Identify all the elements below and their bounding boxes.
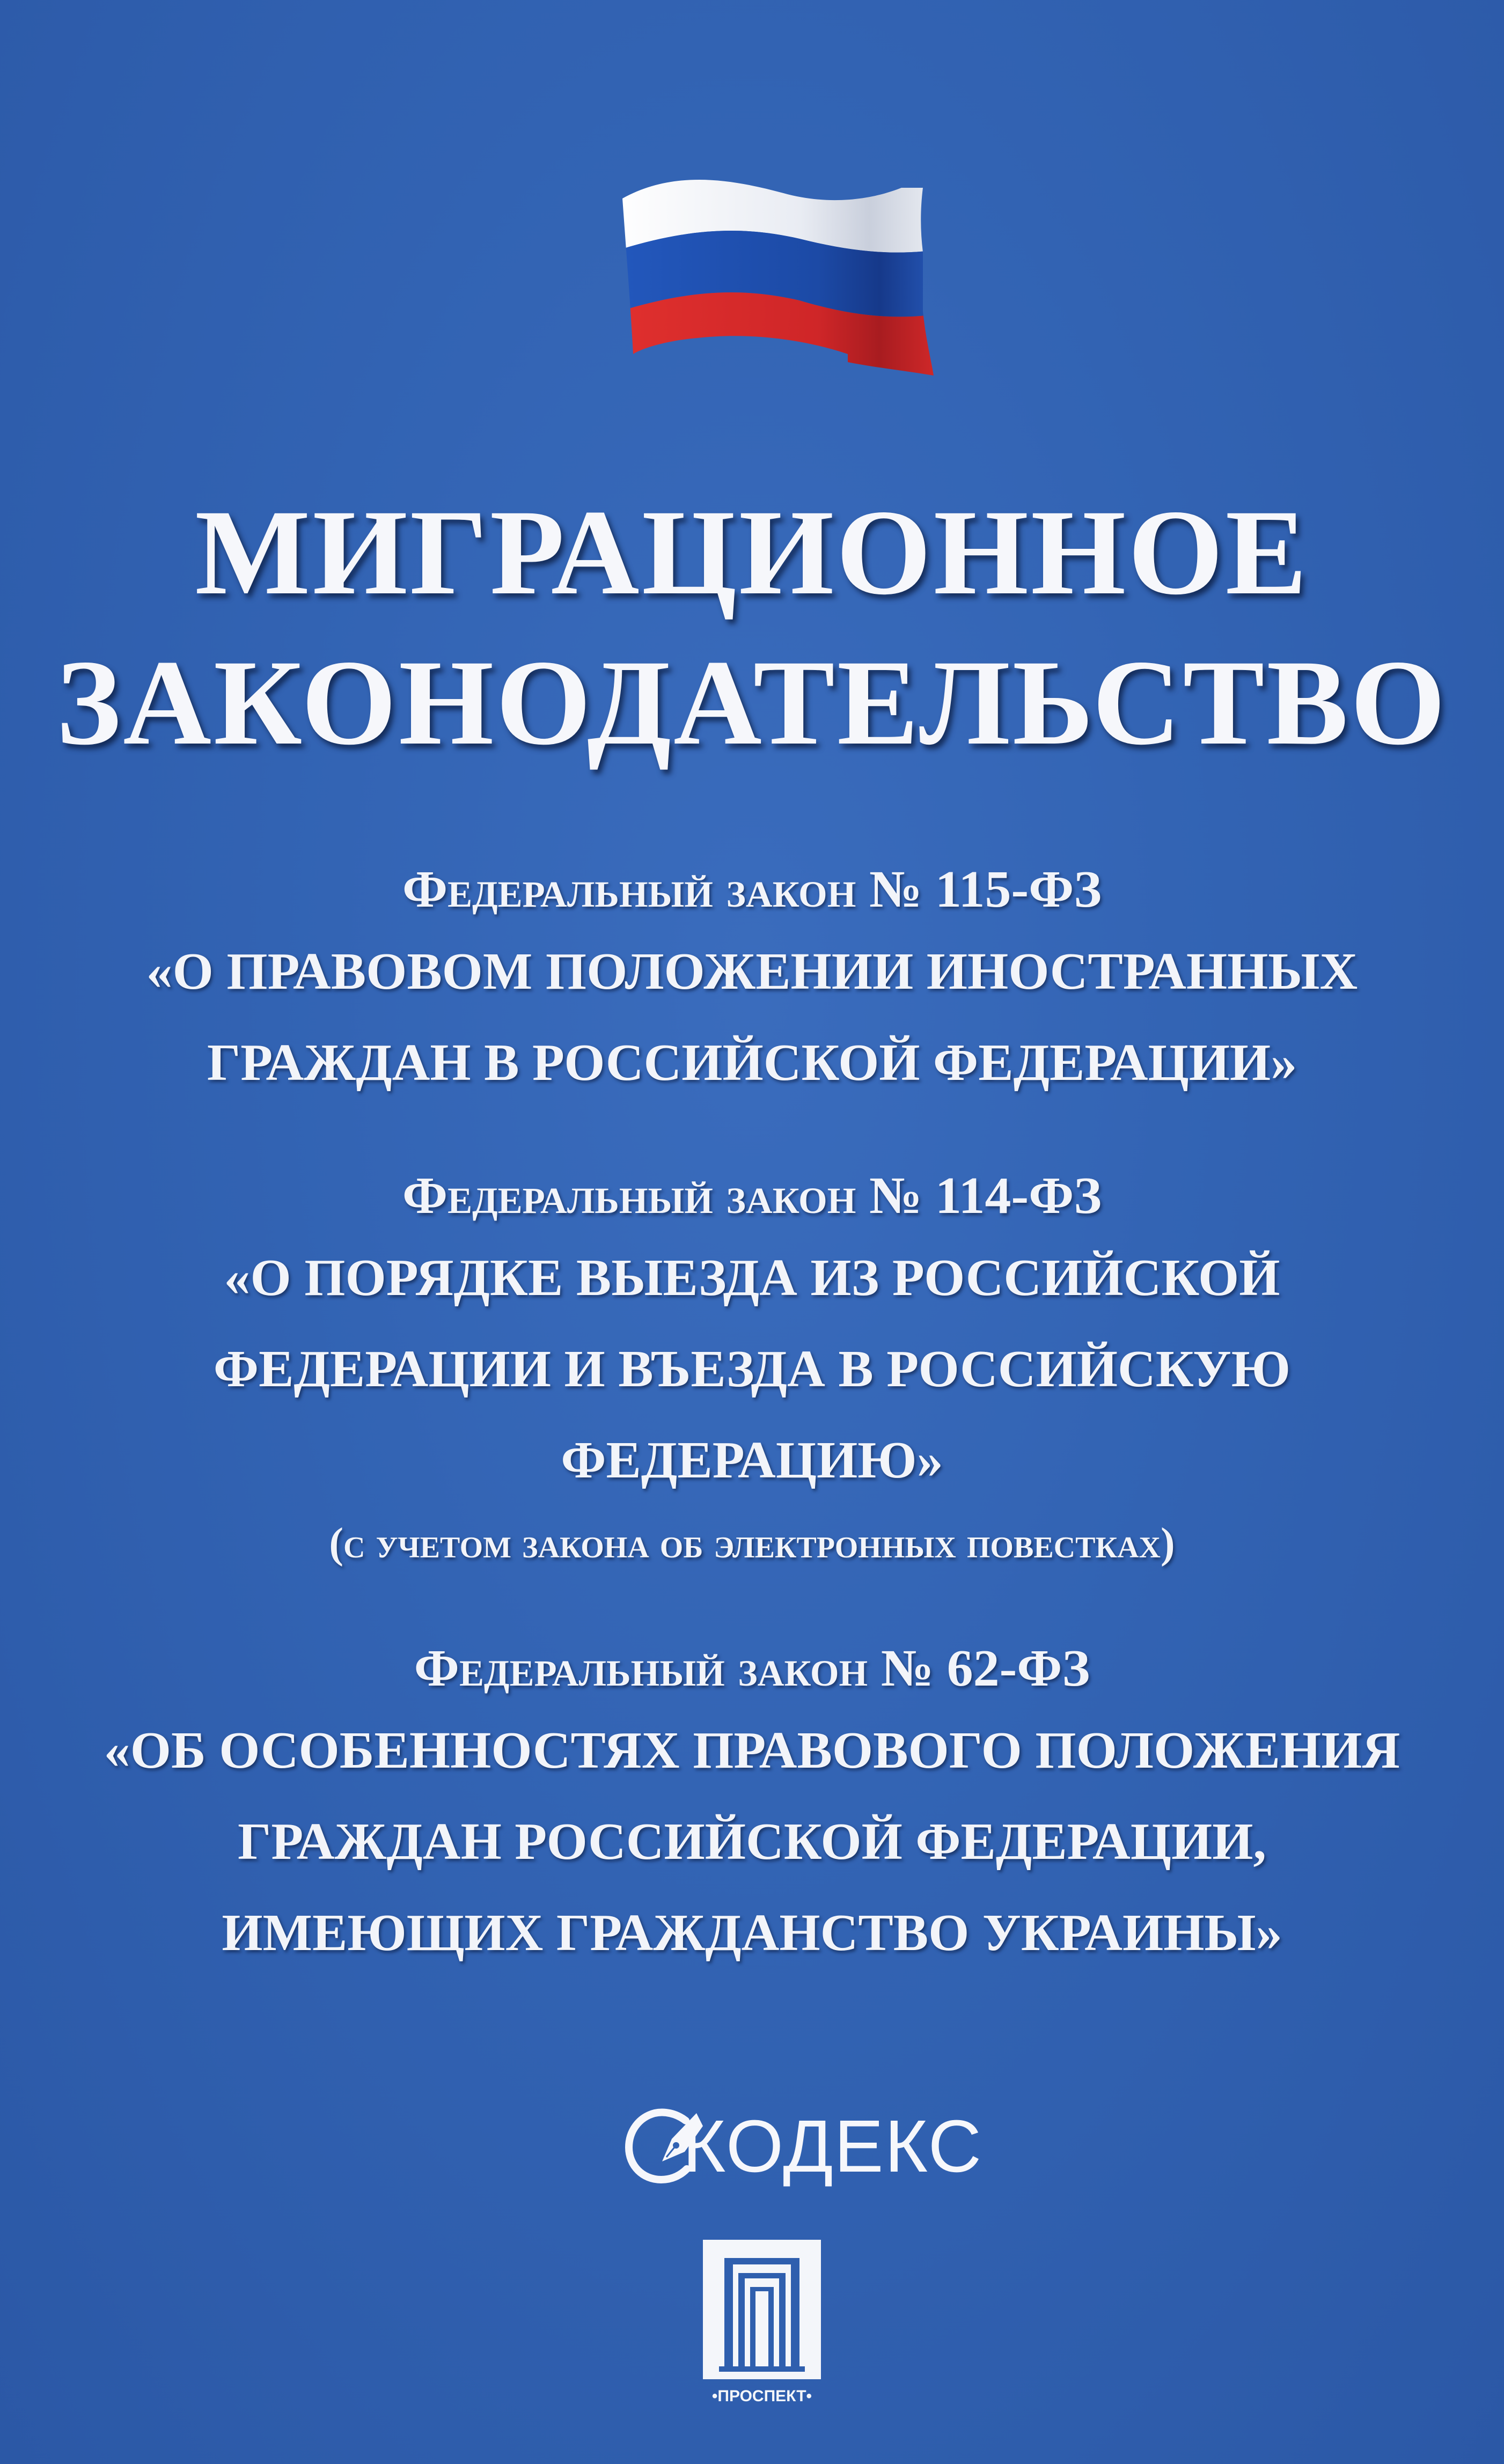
publisher-logo bbox=[692, 2240, 832, 2422]
title-line-1: МИГРАЦИОННОЕ bbox=[195, 485, 1309, 620]
law-62 bbox=[0, 1632, 1504, 1978]
title-line-2: ЗАКОНОДАТЕЛЬСТВО bbox=[56, 635, 1448, 770]
law-title-line: ФЕДЕРАЦИЮ» bbox=[561, 1431, 943, 1489]
book-title bbox=[0, 477, 1504, 778]
law-115 bbox=[0, 853, 1504, 1108]
law-title-line: «ОБ ОСОБЕННОСТЯХ ПРАВОВОГО ПОЛОЖЕНИЯ bbox=[104, 1722, 1400, 1779]
series-logo-text: КОДЕКС bbox=[683, 2105, 983, 2188]
russian-flag-icon bbox=[622, 177, 944, 376]
law-title-line: «О ПОРЯДКЕ ВЫЕЗДА ИЗ РОССИЙСКОЙ bbox=[224, 1249, 1280, 1307]
law-114 bbox=[0, 1159, 1504, 1581]
law-title-line: ГРАЖДАН РОССИЙСКОЙ ФЕДЕРАЦИИ, bbox=[238, 1813, 1266, 1871]
law-title-line: «О ПРАВОВОМ ПОЛОЖЕНИИ ИНОСТРАННЫХ bbox=[146, 943, 1358, 1001]
law-heading: Федеральный закон № 115-ФЗ bbox=[402, 860, 1102, 918]
publisher-box bbox=[703, 2240, 821, 2379]
law-note: (с учетом закона об электронных повестках) bbox=[329, 1520, 1175, 1567]
law-title-line: ИМЕЮЩИХ ГРАЖДАНСТВО УКРАИНЫ» bbox=[222, 1904, 1282, 1962]
law-title-line: ФЕДЕРАЦИИ И ВЪЕЗДА В РОССИЙСКУЮ bbox=[213, 1340, 1291, 1398]
laws-list bbox=[0, 853, 1504, 2029]
prospekt-building-icon bbox=[703, 2240, 821, 2379]
law-heading: Федеральный закон № 114-ФЗ bbox=[402, 1167, 1102, 1225]
series-logo bbox=[622, 2100, 983, 2191]
law-heading: Федеральный закон № 62-ФЗ bbox=[414, 1639, 1090, 1697]
law-title-line: ГРАЖДАН В РОССИЙСКОЙ ФЕДЕРАЦИИ» bbox=[207, 1034, 1297, 1092]
publisher-name: •ПРОСПЕКТ• bbox=[711, 2387, 812, 2405]
